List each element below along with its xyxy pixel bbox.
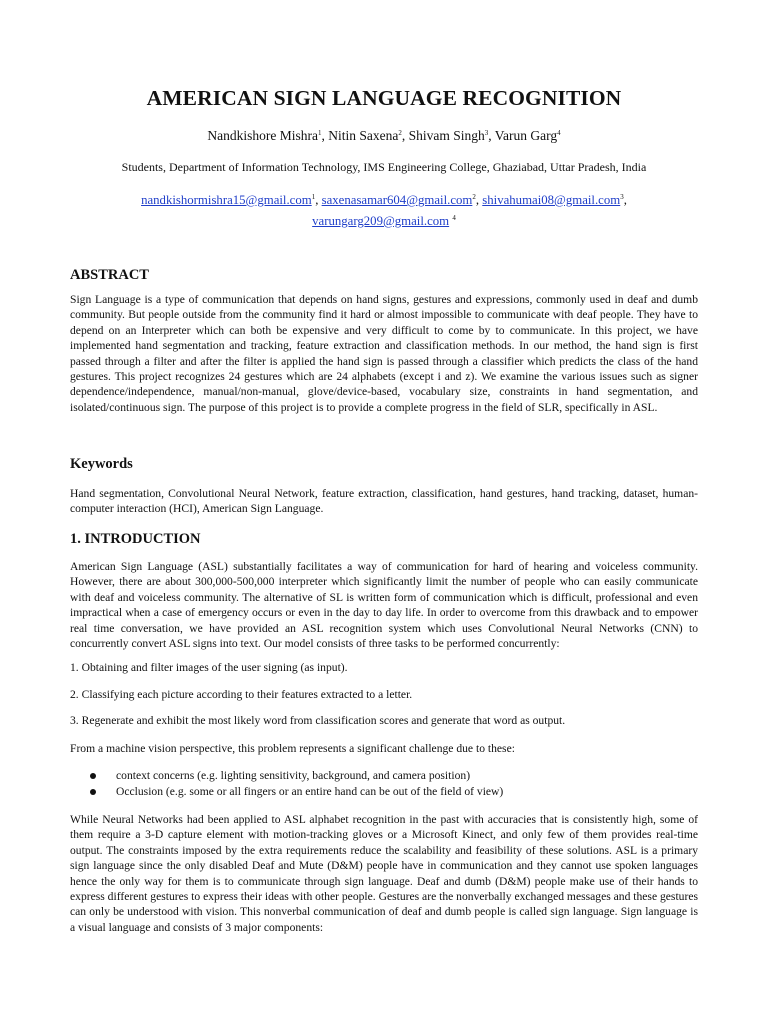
author-name: Varun Garg bbox=[494, 128, 558, 143]
email-mark: 3 bbox=[620, 193, 624, 201]
email-mark: 4 bbox=[452, 214, 456, 222]
bullet-item bbox=[70, 784, 698, 800]
email-mark: 1 bbox=[311, 193, 316, 201]
email-link[interactable]: shivahumai08@gmail.com bbox=[482, 193, 621, 207]
keywords-heading: Keywords bbox=[70, 456, 133, 472]
keywords-body: Hand segmentation, Convolutional Neural Network, feature extraction, classification, hand gestures, hand tracking, dataset, human-computer interaction (HCI), American Sign Language. bbox=[70, 487, 698, 516]
task-list-item: 3. Regenerate and exhibit the most likely word from classification scores and generate that word as output. bbox=[70, 714, 566, 727]
introduction-paragraph: American Sign Language (ASL) substantially facilitates a way of communication for hard of hearing and voiceless community. However, there are about 300,000-500,000 interpreter which significantly limit the number of people who can easily communicate with deaf and voiceless community. The alternative of SL is written form of communication which is difficult, professional and even impractical when a case of emergency occurs or even in the day to day life. In order to overcome from this drawback and to empower real time conversation, we have provided an ASL recognition system which uses Convolutional Neural Networks (CNN) to concurrently convert ASL signs into text. Our model consists of three tasks to be performed concurrently: bbox=[70, 560, 698, 651]
bullet-dot-icon bbox=[90, 789, 96, 795]
challenge-bullet-list bbox=[70, 768, 698, 800]
author-mark: 2 bbox=[398, 129, 402, 137]
email-link[interactable]: varungarg209@gmail.com bbox=[312, 214, 450, 228]
author-list: Nandkishore Mishra$^1$, Nitin Saxena$^2$, Shivam Singh$^3$, Varun Garg$^4$ bbox=[207, 128, 561, 143]
author-mark: 4 bbox=[557, 129, 561, 137]
bullet-text: context concerns (e.g. lighting sensitivity, background, and camera position) bbox=[116, 769, 471, 782]
task-list-item: 2. Classifying each picture according to their features extracted to a letter. bbox=[70, 688, 413, 701]
email-link[interactable]: nandkishormishra15@gmail.com bbox=[141, 193, 312, 207]
neural-network-paragraph: While Neural Networks had been applied to ASL alphabet recognition in the past with accuracies that is consistently high, some of them require a 3-D capture element with motion-tracking gloves or a Microsoft Kinect, and only few of them provides real-time output. The constraints imposed by the extra requirements reduce the scalability and feasibility of these solutions. ASL is a primary sign language since the only disabled Deaf and Mute (D&M) people have in communication and they cannot use spoken languages hence the only way for them is to communicate through sign language. Deaf and dumb (D&M) people make use of their hands to express different gestures to express their ideas with other people. Gestures are the nonverbally exchanged messages and these gestures can only be understood with vision. This nonverbal communication of deaf and dumb people is called sign language. Sign language is a visual language and consists of 3 major components: bbox=[70, 813, 698, 934]
author-mark: 3 bbox=[484, 129, 489, 137]
abstract-body: Sign Language is a type of communication that depends on hand signs, gestures and expressions, commonly used in deaf and dumb community. But people outside from the community find it hard or almost impossible to communicate with deaf people. They have to depend on an Interpreter which can both be expensive and very difficult to come by to communicate. In this project, we have implemented hand segmentation and tracking, feature extraction and classification methods. In our method, the hand sign is first passed through a filter and after the filter is applied the hand sign is passed through a classifier which predicts the class of the hand gestures. This project recognizes 24 gestures which are 24 alphabets (except i and z). We examine the various issues such as signer dependence/independence, manual/non-manual, glove/device-based, vocabulary size, constraints in hand segmentation, and isolated/continuous sign. The purpose of this project is to provide a complete progress in the field of SLR, specifically in ASL. bbox=[70, 293, 698, 414]
task-list-item: 1. Obtaining and filter images of the user signing (as input). bbox=[70, 661, 348, 674]
email-link[interactable]: saxenasamar604@gmail.com bbox=[321, 193, 473, 207]
bullet-item bbox=[70, 768, 698, 784]
author-name: Nitin Saxena bbox=[328, 128, 399, 143]
author-mark: 1 bbox=[317, 129, 322, 137]
bullet-text: Occlusion (e.g. some or all fingers or an entire hand can be out of the field of view) bbox=[116, 785, 504, 798]
author-name: Shivam Singh bbox=[408, 128, 485, 143]
paper-title: AMERICAN SIGN LANGUAGE RECOGNITION bbox=[146, 86, 622, 110]
bullet-dot-icon bbox=[90, 773, 96, 779]
abstract-heading: ABSTRACT bbox=[70, 267, 149, 283]
vision-paragraph: From a machine vision perspective, this problem represents a significant challenge due to these: bbox=[70, 742, 515, 755]
email-list: nandkishormishra15@gmail.com$^1$, saxenasamar604@gmail.com$^2$, shivahumai08@gmail.com$^3$, varungarg209@gmail.com $^4$ bbox=[141, 193, 627, 228]
introduction-heading: 1. INTRODUCTION bbox=[70, 531, 201, 547]
affiliation: Students, Department of Information Technology, IMS Engineering College, Ghaziabad, Uttar Pradesh, India bbox=[121, 160, 647, 174]
author-name: Nandkishore Mishra bbox=[207, 128, 318, 143]
email-mark: 2 bbox=[472, 193, 476, 201]
